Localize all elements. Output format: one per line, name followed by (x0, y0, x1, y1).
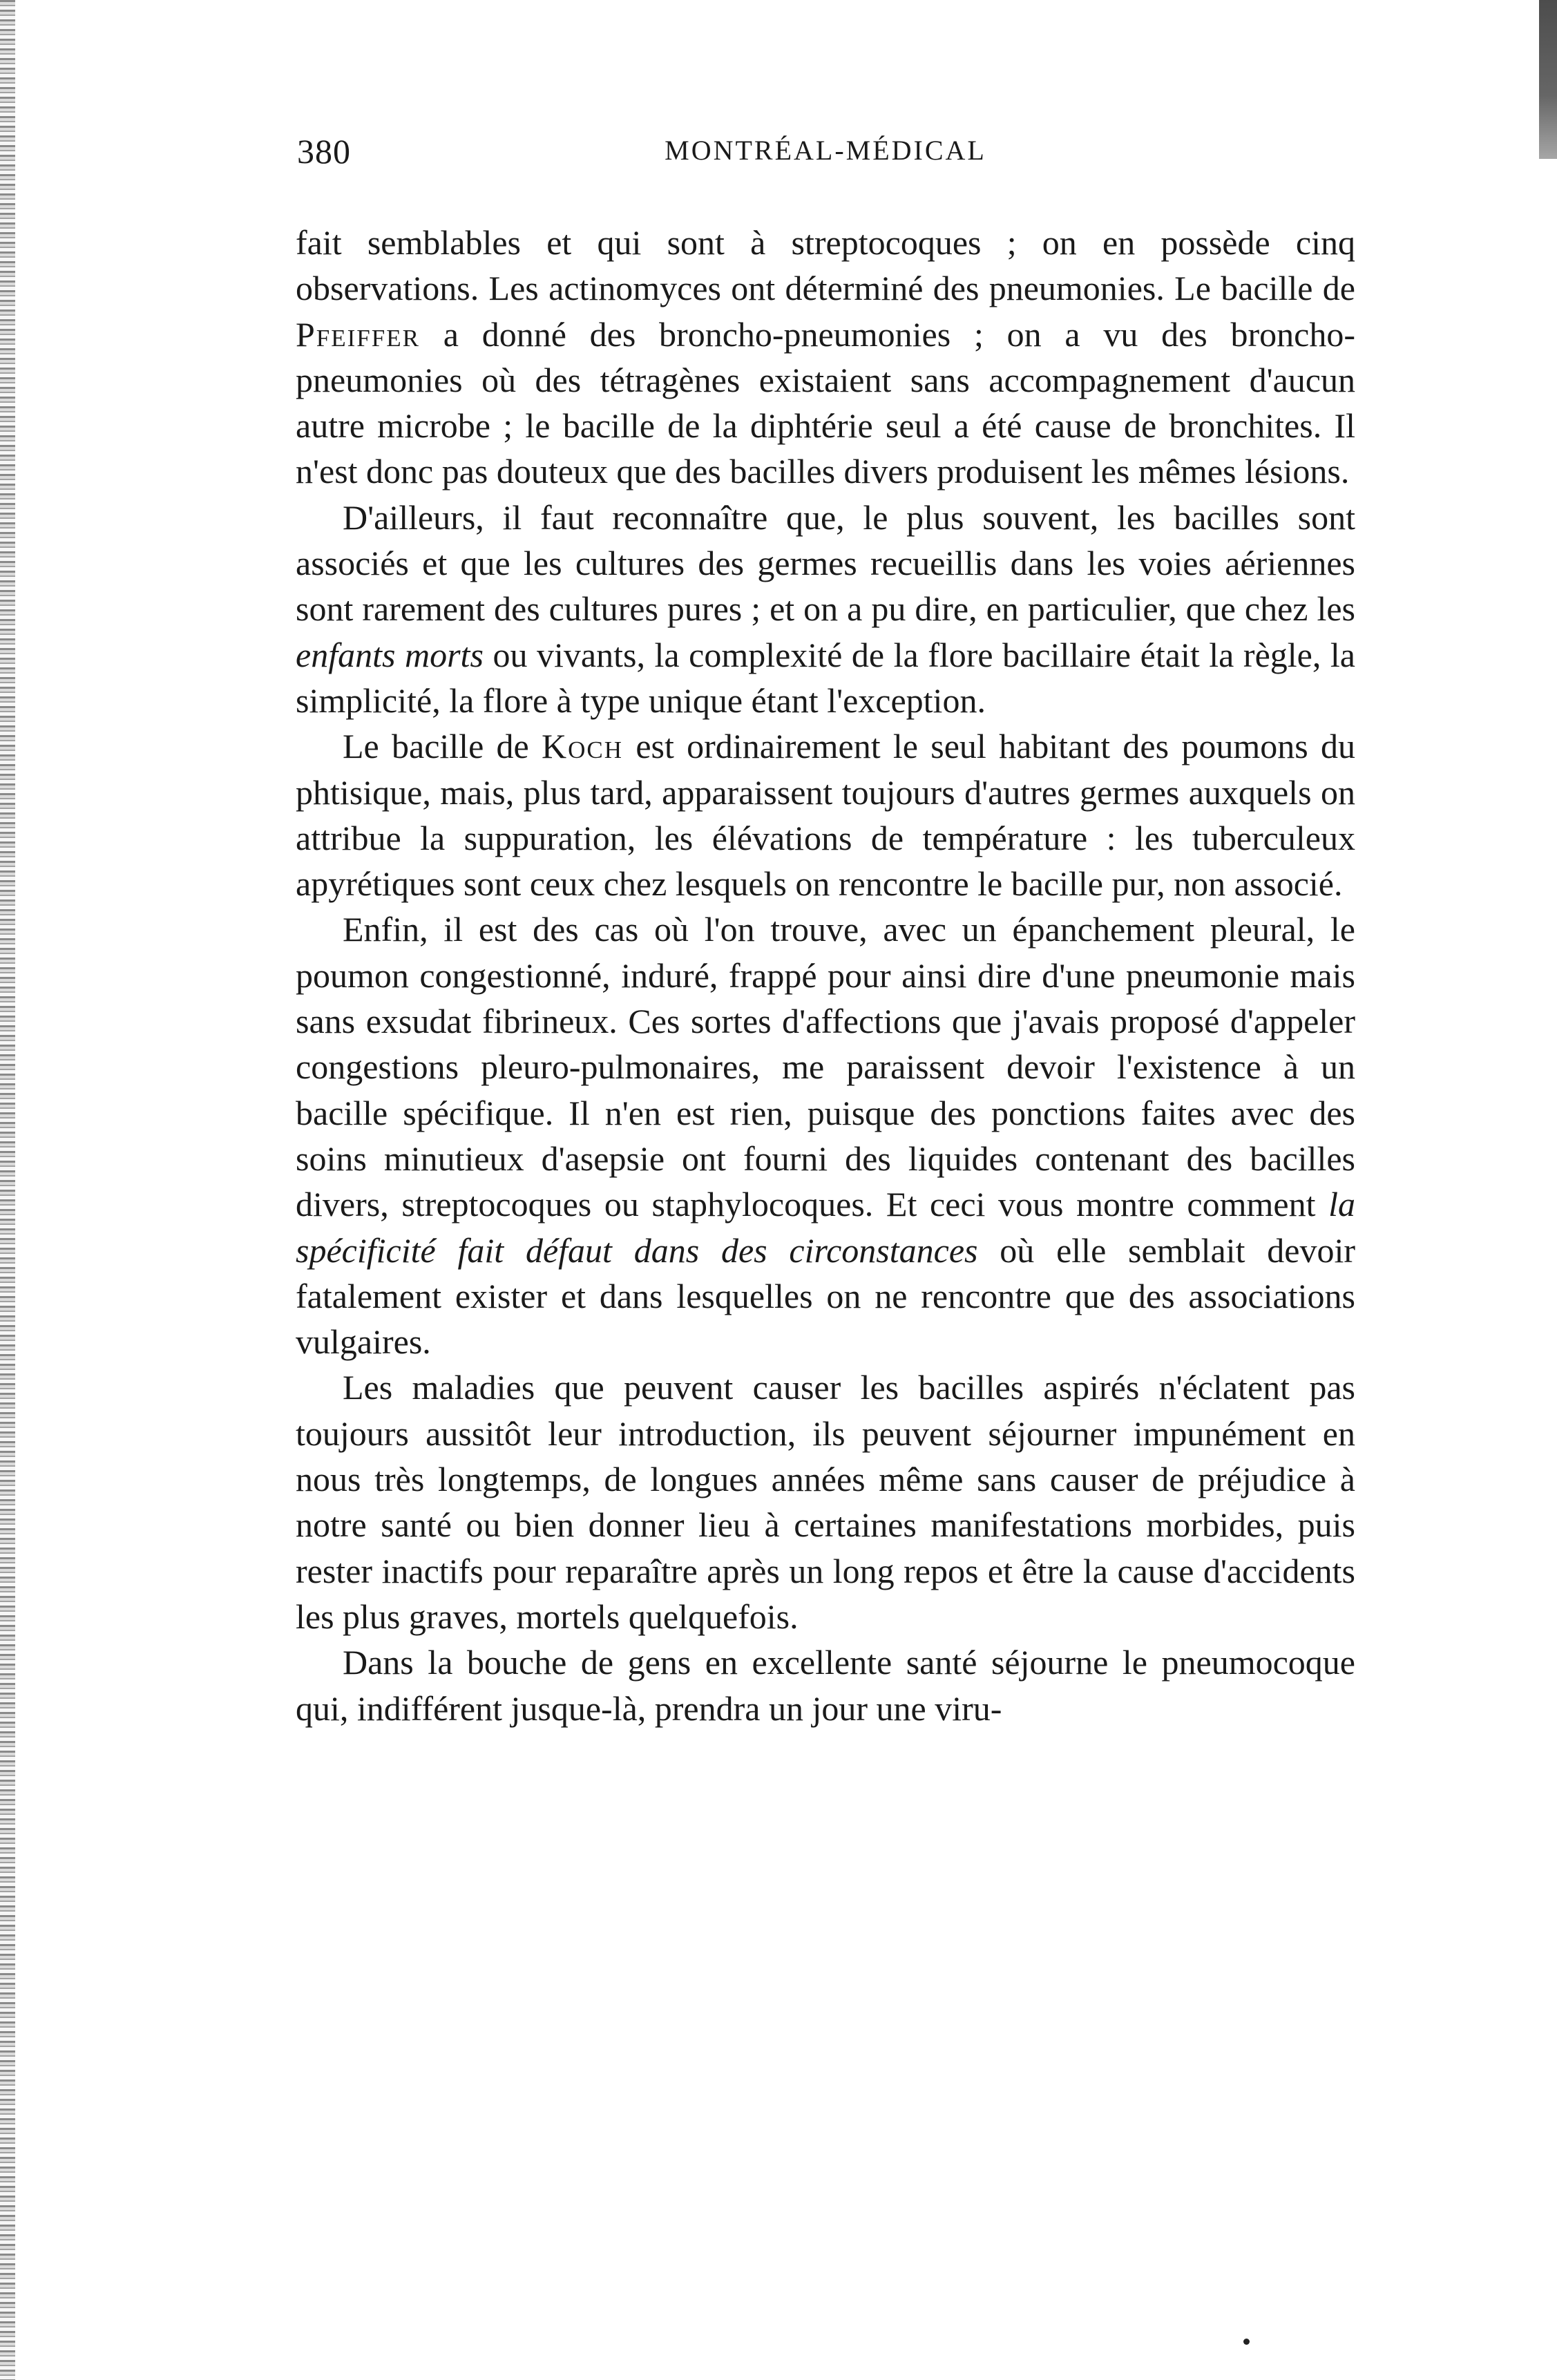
scan-binding-edge (0, 0, 15, 2380)
italic-text: la spécificité fait défaut dans des circonstances (296, 1185, 1355, 1270)
paragraph-text: fait semblables et qui sont à streptocoques ; on en possède cinq observations. Les actinomyces ont déterminé des pneumonies. Le bacille de (296, 223, 1355, 308)
paragraph (296, 1639, 1355, 1731)
author-name-smallcaps: Koch (542, 727, 624, 766)
paragraph-text: Le bacille de (343, 727, 542, 766)
running-head: MONTRÉAL-MÉDICAL (665, 135, 986, 166)
paragraph-text: Dans la bouche de gens en excellente santé séjourne le pneumocoque qui, indifférent jusque-là, prendra un jour une viru- (296, 1643, 1355, 1728)
paragraph (296, 1364, 1355, 1639)
page-header (297, 131, 1354, 180)
page-number: 380 (297, 132, 351, 171)
paragraph-text: Les maladies que peuvent causer les bacilles aspirés n'éclatent pas toujours aussitôt leur introduction, ils peuvent séjourner impunément en nous très longtemps, de longues années même sans causer de préjudice à notre santé ou bien donner lieu à certaines manifestations morbides, puis rester inactifs pour reparaître après un long repos et être la cause d'accidents les plus graves, mortels quelquefois. (296, 1368, 1355, 1636)
paragraph-text: D'ailleurs, il faut reconnaître que, le plus souvent, les bacilles sont associés et que les cultures des germes recueillis dans les voies aériennes sont rarement des cultures pures ; et on a pu dire, en particulier, que chez les (296, 497, 1355, 629)
paragraph-text: a donné des broncho-pneumonies ; on a vu des broncho-pneumonies où des tétragènes existaient sans accompagnement d'aucun autre microbe ; le bacille de la diphtérie seul a été cause de bronchites. Il n'est donc pas douteux que des bacilles divers produisent les mêmes lésions. (296, 314, 1355, 491)
italic-text: enfants morts (296, 635, 484, 674)
paragraph-text: Enfin, il est des cas où l'on trouve, avec un épanchement pleural, le poumon congestionné, induré, frappé pour ainsi dire d'une pneumonie mais sans exsudat fibrineux. Ces sortes d'affections que j'avais proposé d'appeler congestions pleuro-pulmonaires, me paraissent devoir l'existence à un bacille spécifique. Il n'en est rien, puisque des ponctions faites avec des soins minutieux d'asepsie ont fourni des liquides contenant des bacilles divers, streptocoques ou staphylocoques. Et ceci vous montre comment (296, 910, 1355, 1224)
paragraph (296, 723, 1355, 906)
paragraph (296, 220, 1355, 495)
paragraph (296, 906, 1355, 1364)
scan-margin-shadow (1539, 0, 1557, 159)
paragraph-text: est ordinairement le seul habitant des poumons du phtisique, mais, plus tard, apparaissent toujours d'autres germes auxquels on attribue la suppuration, les élévations de température : les tuberculeux apyrétiques sont ceux chez lesquels on rencontre le bacille pur, non associé. (296, 727, 1355, 904)
author-name-smallcaps: Pfeiffer (296, 314, 420, 354)
paragraph-text: ou vivants, la complexité de la flore bacillaire était la règle, la simplicité, la flore à type unique étant l'exception. (296, 635, 1355, 720)
paragraph (296, 495, 1355, 723)
ink-speck (1243, 2339, 1250, 2345)
body-text (296, 220, 1355, 1731)
paragraph-text: où elle semblait devoir fatalement exister et dans lesquelles on ne rencontre que des associations vulgaires. (296, 1230, 1355, 1362)
